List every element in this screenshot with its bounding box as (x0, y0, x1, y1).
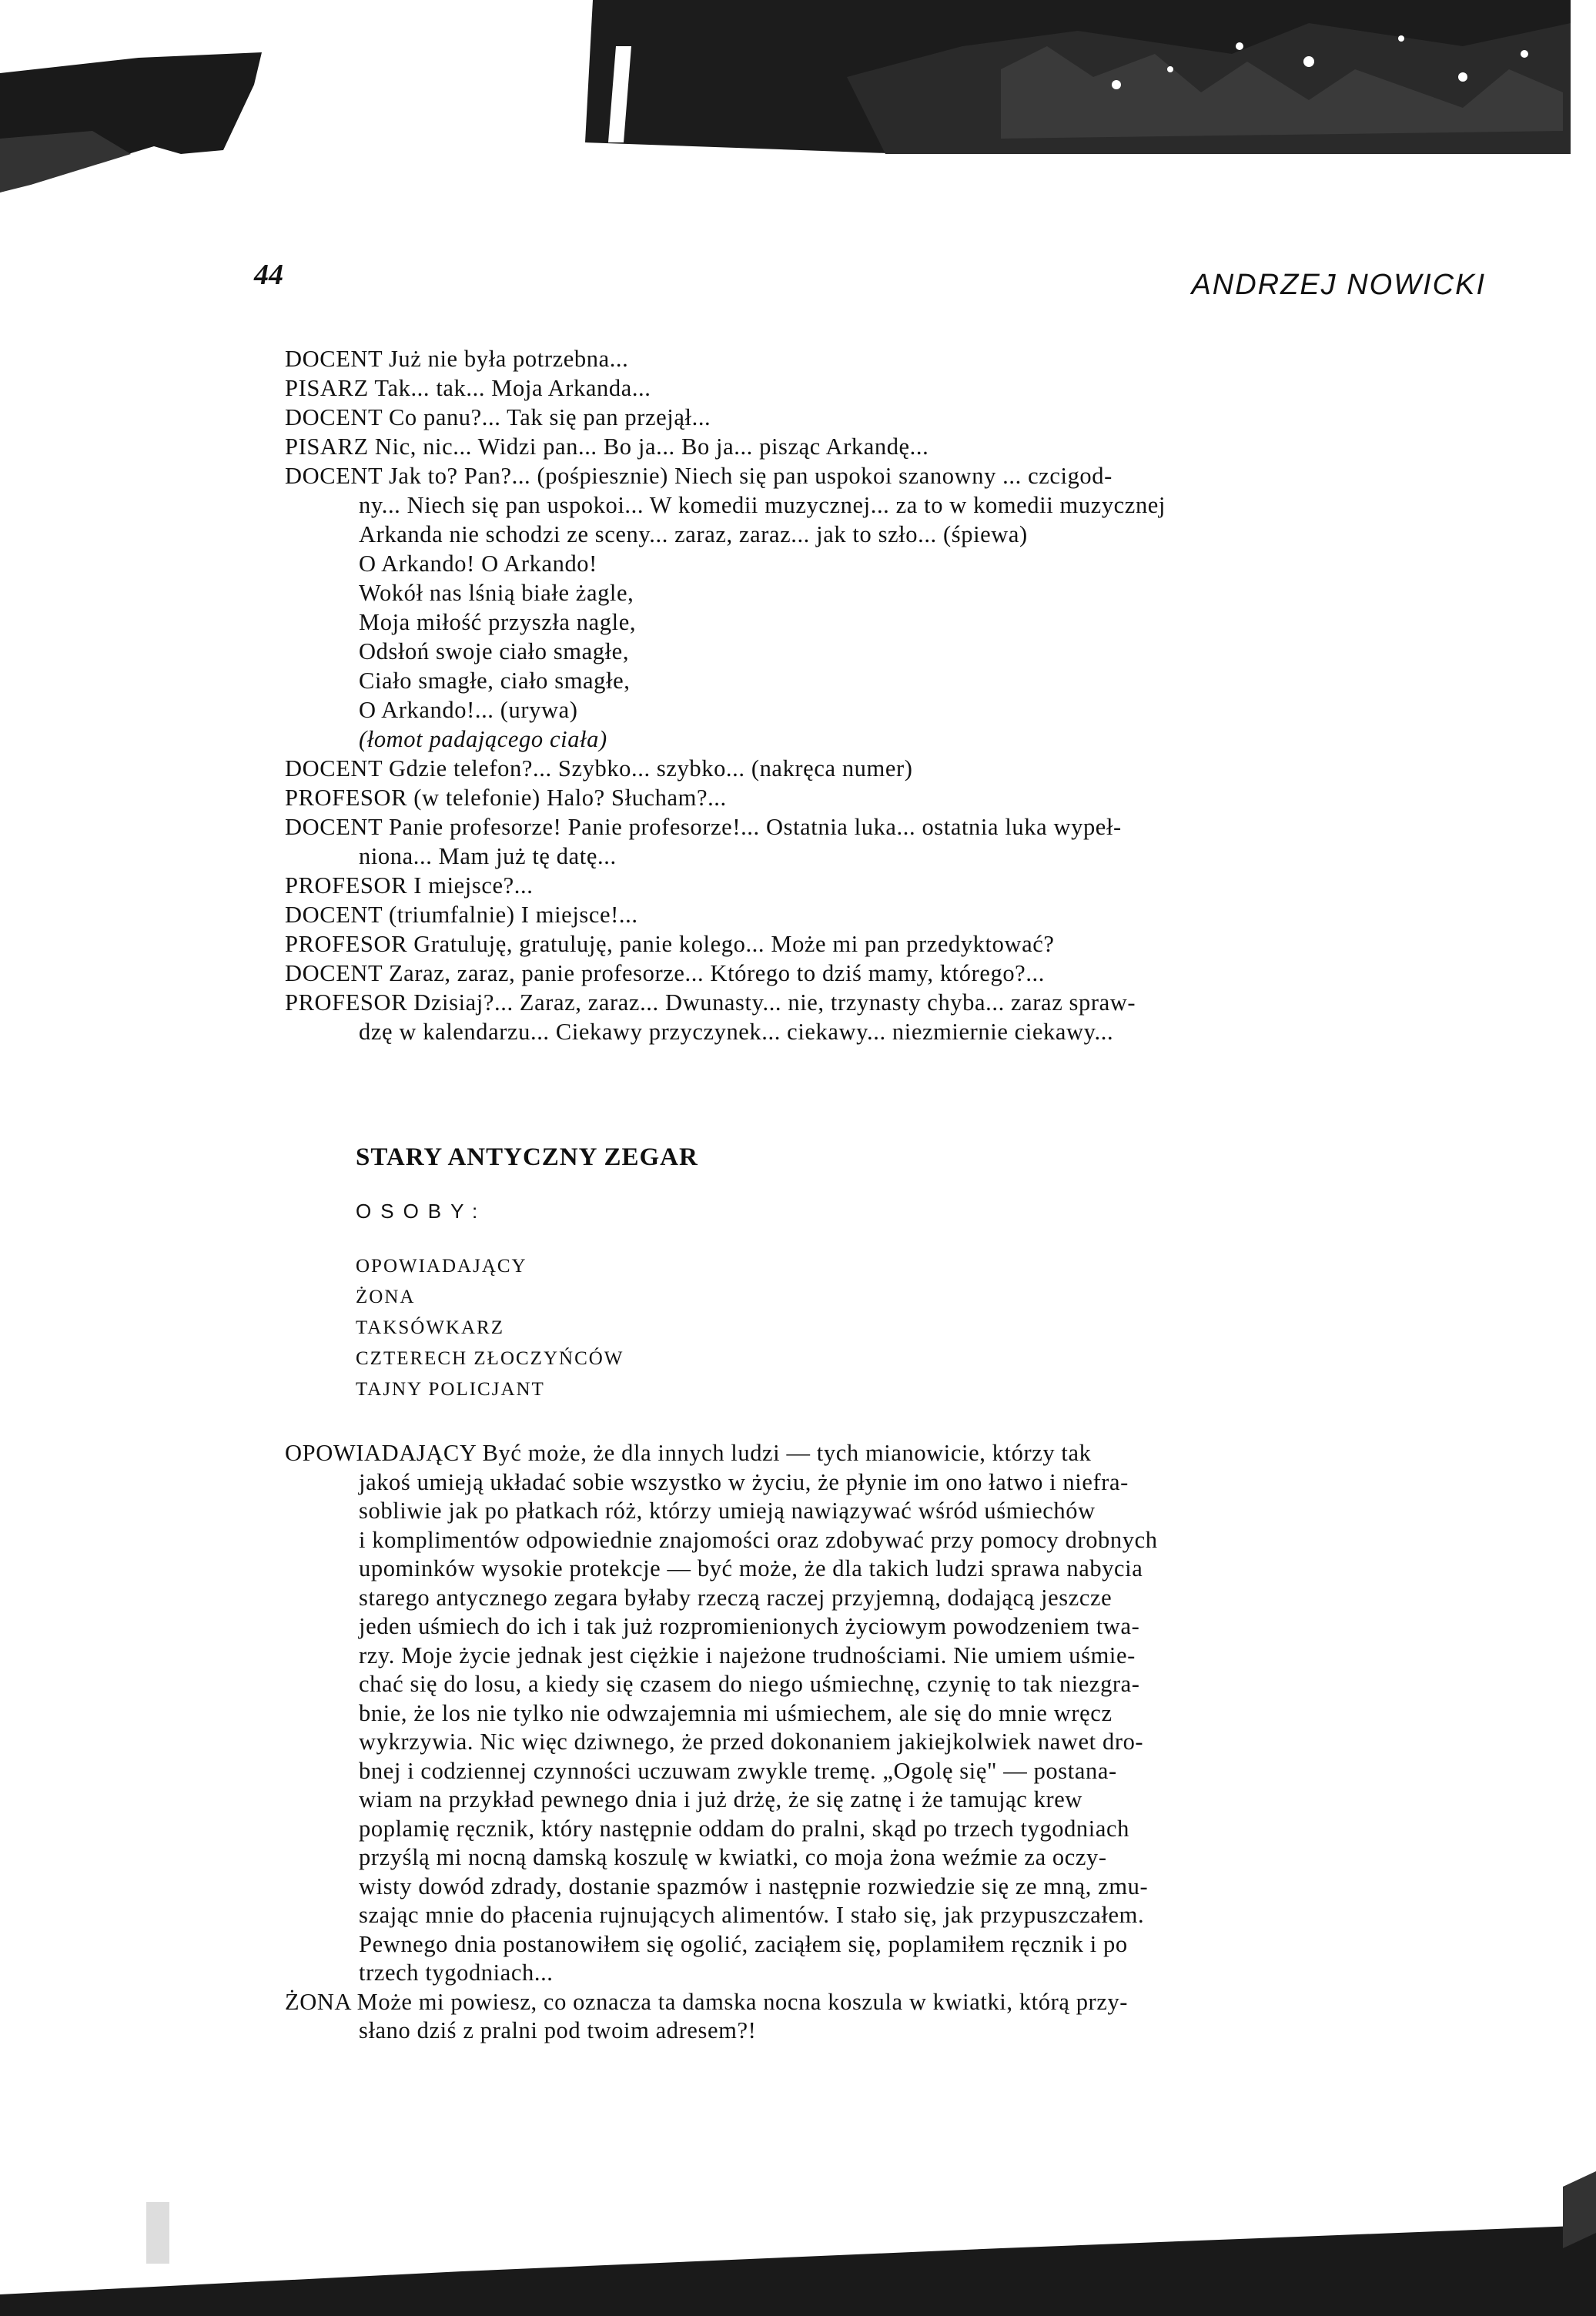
cast-list (356, 1251, 1280, 1405)
dialogue-line: DOCENT Już nie była potrzebna... (285, 346, 629, 372)
dialogue-line: DOCENT Panie profesorze! Panie profesorze!... Ostatnia luka... ostatnia luka wypeł- (285, 814, 1122, 840)
dialogue-line: PROFESOR (w telefonie) Halo? Słucham?... (285, 785, 727, 811)
dialogue-line: DOCENT Co panu?... Tak się pan przejął... (285, 404, 711, 430)
dialogue-line: wisty dowód zdrady, dostanie spazmów i następnie rozwiedzie się ze mną, zmu- (359, 1873, 1149, 1899)
dialogue-line: bnej i codziennej czynności uczuwam zwykle tremę. „Ogolę się" — postana- (359, 1757, 1117, 1784)
scan-top-edge (0, 0, 1596, 200)
dialogue-line: PROFESOR Gratuluję, gratuluję, panie kolego... Może mi pan przedyktować? (285, 931, 1055, 957)
dialogue-line: PISARZ Tak... tak... Moja Arkanda... (285, 375, 651, 401)
dialogue-top (285, 344, 1486, 1046)
dialogue-line: upominków wysokie protekcje — być może, że dla takich ludzi sprawa nabycia (359, 1555, 1143, 1581)
dialogue-line: PISARZ Nic, nic... Widzi pan... Bo ja... Bo ja... pisząc Arkandę... (285, 433, 929, 460)
dialogue-line: DOCENT Gdzie telefon?... Szybko... szybko... (nakręca numer) (285, 755, 913, 781)
cast-member: TAKSÓWKARZ (356, 1317, 504, 1338)
dialogue-line: jakoś umieją układać sobie wszystko w życiu, że płynie im ono łatwo i niefra- (359, 1468, 1129, 1495)
dialogue-line: niona... Mam już tę datę... (359, 843, 617, 869)
cast-member: OPOWIADAJĄCY (356, 1256, 527, 1277)
dialogue-line: ŻONA Może mi powiesz, co oznacza ta damska nocna koszula w kwiatki, którą przy- (285, 1988, 1129, 2015)
page-number: 44 (254, 259, 283, 291)
dialogue-line: starego antycznego zegara byłaby rzeczą raczej przyjemną, dodającą jeszcze (359, 1584, 1113, 1611)
dialogue-line: słano dziś z pralni pod twoim adresem?! (359, 2017, 757, 2043)
song-line: Odsłoń swoje ciało smagłe, (359, 638, 630, 664)
dialogue-line: szając mnie do płacenia rujnujących alimentów. I stało się, jak przypuszczałem. (359, 1902, 1145, 1928)
dialogue-line: DOCENT (triumfalnie) I miejsce!... (285, 902, 638, 928)
dialogue-line: DOCENT Jak to? Pan?... (pośpiesznie) Niech się pan uspokoi szanowny ... czcigod- (285, 463, 1113, 489)
dialogue-line: bnie, że los nie tylko nie odwzajemnia mi uśmiechem, ale się do mnie wręcz (359, 1699, 1113, 1726)
dialogue-line: Arkanda nie schodzi ze sceny... zaraz, zaraz... jak to szło... (śpiewa) (359, 521, 1028, 547)
cast-member: CZTERECH ZŁOCZYŃCÓW (356, 1348, 624, 1369)
page-header (254, 258, 1486, 304)
cast-heading: OSOBY: (356, 1200, 487, 1223)
dialogue-line: chać się do losu, a kiedy się czasem do niego uśmiechnę, czynię to tak niezgra- (359, 1671, 1140, 1697)
dialogue-line: PROFESOR Dzisiaj?... Zaraz, zaraz... Dwunasty... nie, trzynasty chyba... zaraz spraw- (285, 989, 1136, 1016)
dialogue-bottom (285, 1439, 1486, 2046)
dialogue-line: DOCENT Zaraz, zaraz, panie profesorze... Którego to dziś mamy, którego?... (285, 960, 1045, 986)
cast-member: TAJNY POLICJANT (356, 1379, 545, 1400)
song-line: O Arkando! O Arkando! (359, 551, 597, 577)
song-line: Moja miłość przyszła nagle, (359, 609, 637, 635)
dialogue-line: rzy. Moje życie jednak jest ciężkie i najeżone trudnościami. Nie umiem uśmie- (359, 1642, 1136, 1668)
dialogue-line: poplamię ręcznik, który następnie oddam do pralni, skąd po trzech tygodniach (359, 1815, 1129, 1842)
dialogue-line: wykrzywia. Nic więc dziwnego, że przed dokonaniem jakiejkolwiek nawet dro- (359, 1729, 1144, 1755)
dialogue-line: jeden uśmiech do ich i tak już rozpromienionych życiowym powodzeniem twa- (359, 1613, 1140, 1639)
song-line: Wokół nas lśnią białe żagle, (359, 580, 634, 606)
running-head: ANDRZEJ NOWICKI (1191, 269, 1486, 301)
dialogue-line: ny... Niech się pan uspokoi... W komedii muzycznej... za to w komedii muzycznej (359, 492, 1166, 518)
dialogue-line: OPOWIADAJĄCY Być może, że dla innych ludzi — tych mianowicie, którzy tak (285, 1440, 1092, 1466)
cast-member: ŻONA (356, 1287, 416, 1307)
dialogue-line: Pewnego dnia postanowiłem się ogolić, zaciąłem się, poplamiłem ręcznik i po (359, 1930, 1128, 1957)
song-line: O Arkando!... (urywa) (359, 697, 578, 723)
dialogue-line: i komplimentów odpowiednie znajomości oraz zdobywać przy pomocy drobnych (359, 1526, 1158, 1553)
dialogue-line: wiam na przykład pewnego dnia i już drżę, że się zatnę i że tamując krew (359, 1786, 1083, 1812)
song-line: Ciało smagłe, ciało smagłe, (359, 668, 631, 694)
play-title: STARY ANTYCZNY ZEGAR (356, 1143, 698, 1171)
dialogue-line: PROFESOR I miejsce?... (285, 872, 534, 899)
dialogue-line: trzech tygodniach... (359, 1960, 554, 1986)
play-heading (356, 1143, 1280, 1405)
dialogue-line: dzę w kalendarzu... Ciekawy przyczynek... ciekawy... niezmiernie ciekawy... (359, 1019, 1114, 1045)
dialogue-line: sobliwie jak po płatkach róż, którzy umieją nawiązywać wśród uśmiechów (359, 1498, 1096, 1524)
scan-bottom-edge (0, 2171, 1596, 2316)
stage-direction: (łomot padającego ciała) (359, 726, 607, 752)
dialogue-line: przyślą mi nocną damską koszulę w kwiatki, co moja żona weźmie za oczy- (359, 1844, 1107, 1870)
